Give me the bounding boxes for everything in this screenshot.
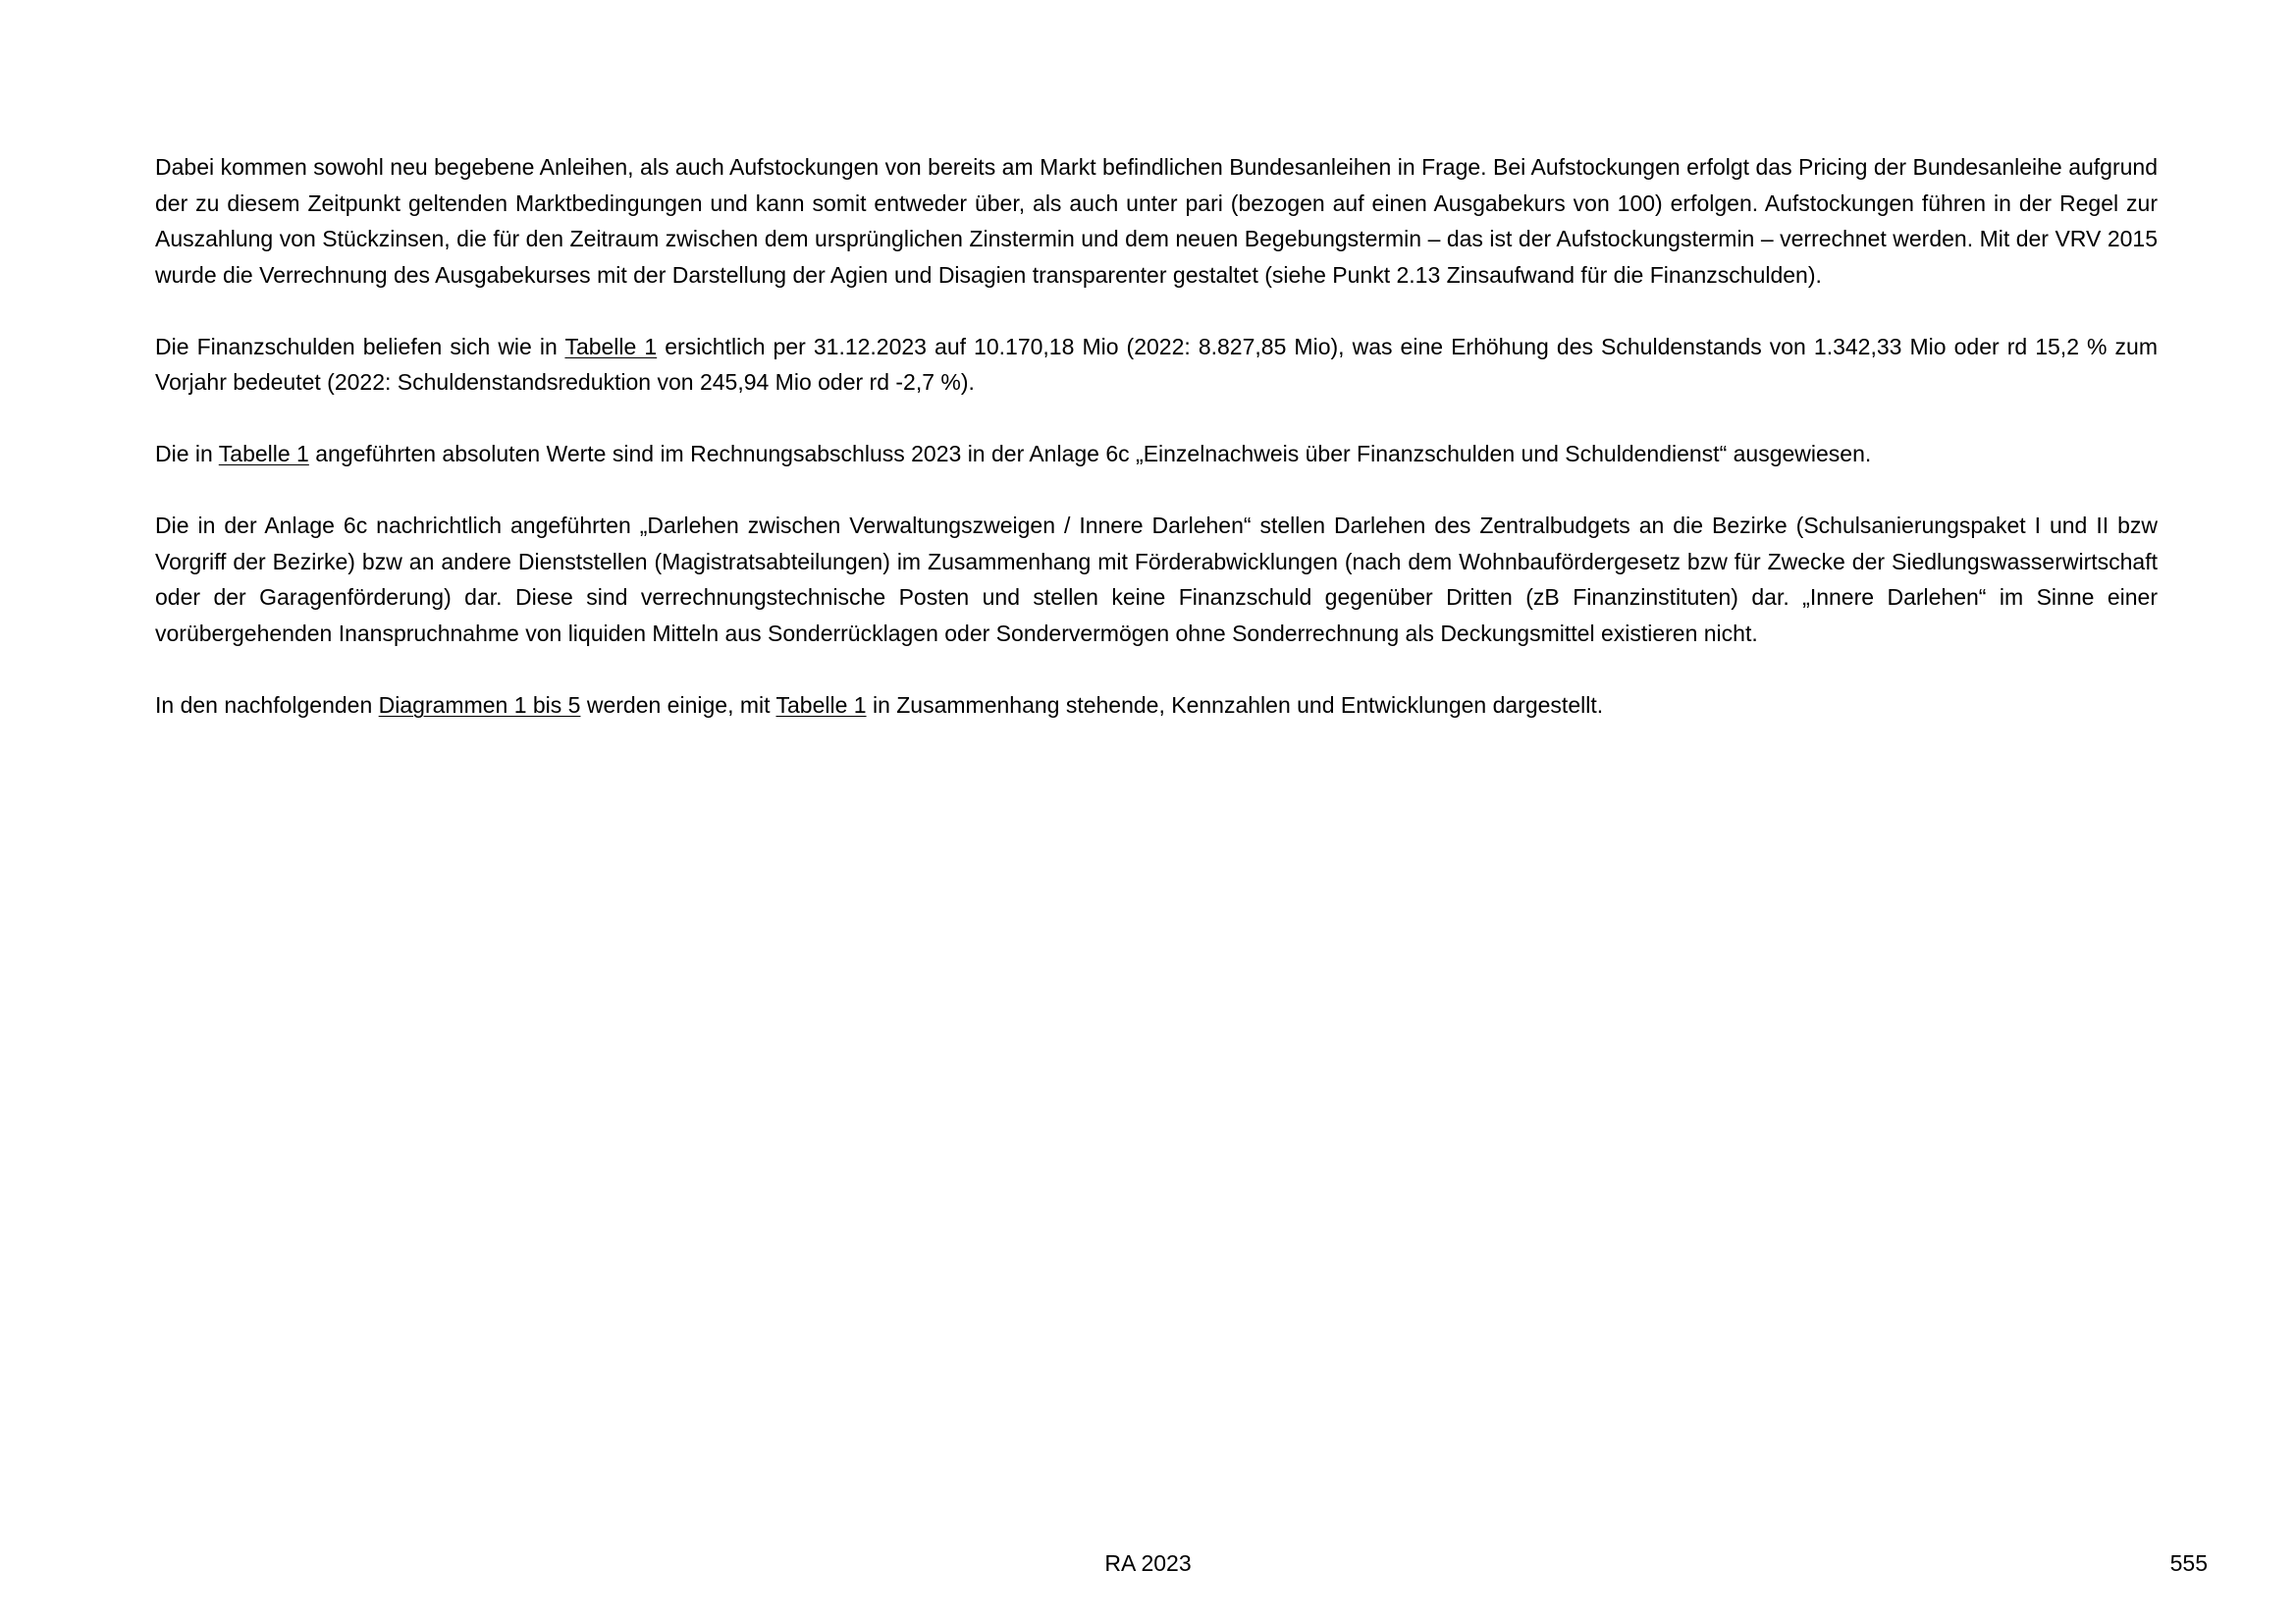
paragraph-text: Die in [155, 441, 219, 466]
paragraph-text: werden einige, mit [580, 691, 776, 718]
document-body [155, 149, 2158, 759]
table-1-link[interactable]: Tabelle 1 [775, 691, 867, 718]
paragraph-text: in Zusammenhang stehende, Kennzahlen und Entwicklungen dargestellt. [866, 691, 1604, 718]
table-1-link[interactable]: Tabelle 1 [564, 333, 658, 359]
paragraph-diagrams-intro [155, 687, 2158, 724]
paragraph-annex-reference [155, 436, 2158, 472]
paragraph-text: Die Finanzschulden beliefen sich wie in [155, 333, 565, 359]
paragraph-internal-loans: Die in der Anlage 6c nachrichtlich angeführten „Darlehen zwischen Verwaltungszweigen / Innere Darlehen“ stellen Darlehen des Zentralbudgets an die Bezirke (Schulsanierungspaket I und II bzw Vorgriff der Bezirke) bzw an andere Dienststellen (Magistratsabteilungen) im Zusammenhang mit Förderabwicklungen (nach dem Wohnbaufördergesetz bzw für Zwecke der Siedlungswasserwirtschaft oder der Garagenförderung) dar. Diese sind verrechnungstechnische Posten und stellen keine Finanzschuld gegenüber Dritten (zB Finanzinstituten) dar. „Innere Darlehen“ im Sinne einer vorübergehenden Inanspruchnahme von liquiden Mitteln aus Sonderrücklagen oder Sondervermögen ohne Sonderrechnung als Deckungsmittel existieren nicht. [155, 513, 2158, 646]
paragraph-text: ersichtlich per 31.12.2023 auf 10.170,18 Mio (2022: 8.827,85 Mio), was eine Erhöhung des Schuldenstands von 1.342,33 Mio oder rd 15,2 % zum Vorjahr bedeutet (2022: Schuldenstandsreduktion von 245,94 Mio oder rd -2,7 %). [155, 333, 2158, 395]
paragraph-text: angeführten absoluten Werte sind im Rechnungsabschluss 2023 in der Anlage 6c „Einzelnachweis über Finanzschulden und Schuldendienst“ ausgewiesen. [308, 441, 1872, 466]
table-1-link[interactable]: Tabelle 1 [218, 441, 309, 466]
paragraph-text: In den nachfolgenden [155, 691, 379, 718]
footer-report-title: RA 2023 [1104, 1550, 1192, 1576]
diagrams-1-5-link[interactable]: Diagrammen 1 bis 5 [378, 691, 581, 718]
paragraph-debt-level [155, 329, 2158, 401]
page-number: 555 [2169, 1550, 2208, 1576]
paragraph-bond-issuance: Dabei kommen sowohl neu begebene Anleihen, als auch Aufstockungen von bereits am Markt befindlichen Bundesanleihen in Frage. Bei Aufstockungen erfolgt das Pricing der Bundesanleihe aufgrund der zu diesem Zeitpunkt geltenden Marktbedingungen und kann somit entweder über, als auch unter pari (bezogen auf einen Ausgabekurs von 100) erfolgen. Aufstockungen führen in der Regel zur Auszahlung von Stückzinsen, die für den Zeitraum zwischen dem ursprünglichen Zinstermin und dem neuen Begebungstermin – das ist der Aufstockungstermin – verrechnet werden. Mit der VRV 2015 wurde die Verrechnung des Ausgabekurses mit der Darstellung der Agien und Disagien transparenter gestaltet (siehe Punkt 2.13 Zinsaufwand für die Finanzschulden). [155, 154, 2158, 288]
